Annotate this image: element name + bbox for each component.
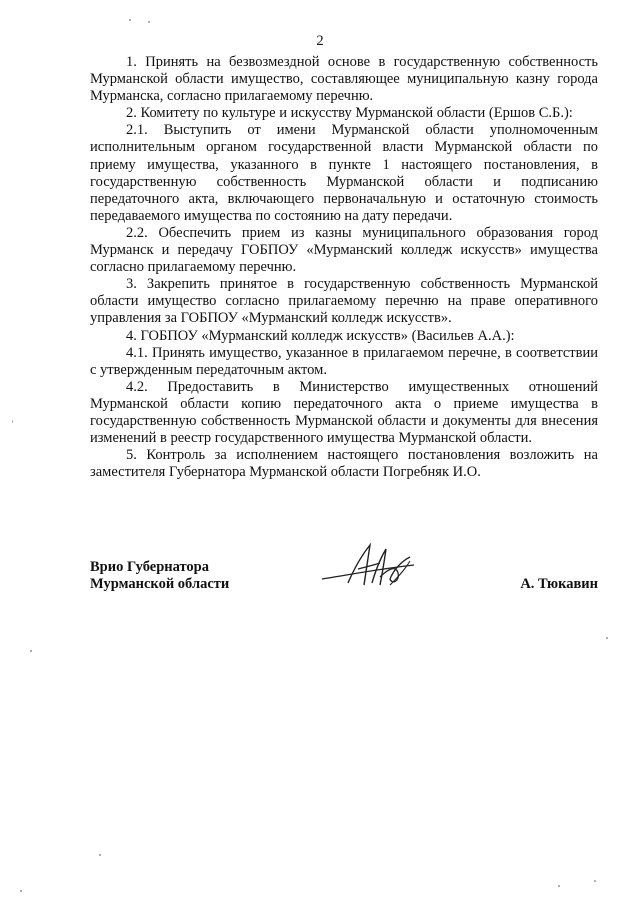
paragraph-4-1: 4.1. Принять имущество, указанное в прилагаемом перечне, в соответствии с утвержденным передаточным актом. xyxy=(90,344,598,378)
scan-speck xyxy=(148,21,150,23)
signer-name: А. Тюкавин xyxy=(520,576,598,592)
paragraph-5: 5. Контроль за исполнением настоящего постановления возложить на заместителя Губернатора Мурманской области Погребняк И.О. xyxy=(90,447,598,481)
signer-position-line-2: Мурманской области xyxy=(90,576,230,592)
paragraph-4: 4. ГОБПОУ «Мурманский колледж искусств» (Васильев А.А.): xyxy=(126,327,515,344)
handwritten-signature xyxy=(318,539,428,595)
scan-speck xyxy=(594,880,596,882)
scan-speck xyxy=(99,854,101,856)
scan-speck xyxy=(12,420,13,423)
scan-speck xyxy=(20,890,22,892)
scan-speck xyxy=(606,637,608,639)
paragraph-2: 2. Комитету по культуре и искусству Мурманской области (Ершов С.Б.): xyxy=(126,105,573,122)
scan-speck xyxy=(30,650,32,652)
paragraph-4-2: 4.2. Предоставить в Министерство имущественных отношений Мурманской области копию передаточного акта о приеме имущества в государственную собственность Мурманской области и документы для внесения изменений в реестр государственного имущества Мурманской области. xyxy=(90,378,598,447)
document-body xyxy=(90,54,598,481)
paragraph-3: 3. Закрепить принятое в государственную собственность Мурманской области имущество согласно прилагаемому перечню на праве оперативного управления за ГОБПОУ «Мурманский колледж искусств». xyxy=(90,276,598,327)
paragraph-2-1: 2.1. Выступить от имени Мурманской области уполномоченным исполнительным органом государственной власти Мурманской области по приему имущества, указанного в пункте 1 настоящего постановления, в государственную собственность Мурманской области и подписанию передаточного акта, включающего первоначальную и остаточную стоимость передаваемого имущества по состоянию на дату передачи. xyxy=(90,122,598,224)
page-number: 2 xyxy=(316,33,324,49)
signature-block xyxy=(90,559,598,609)
scan-speck xyxy=(558,885,560,887)
paragraph-2-2: 2.2. Обеспечить прием из казны муниципального образования город Мурманск и передачу ГОБПОУ «Мурманский колледж искусств» имущества согласно прилагаемому перечню. xyxy=(90,224,598,276)
signer-position-line-1: Врио Губернатора xyxy=(90,559,209,575)
scan-speck xyxy=(129,19,131,21)
paragraph-1: 1. Принять на безвозмездной основе в государственную собственность Мурманской области имущество, составляющее муниципальную казну города Мурманска, согласно прилагаемому перечню. xyxy=(90,54,598,105)
signer-position xyxy=(90,559,229,593)
